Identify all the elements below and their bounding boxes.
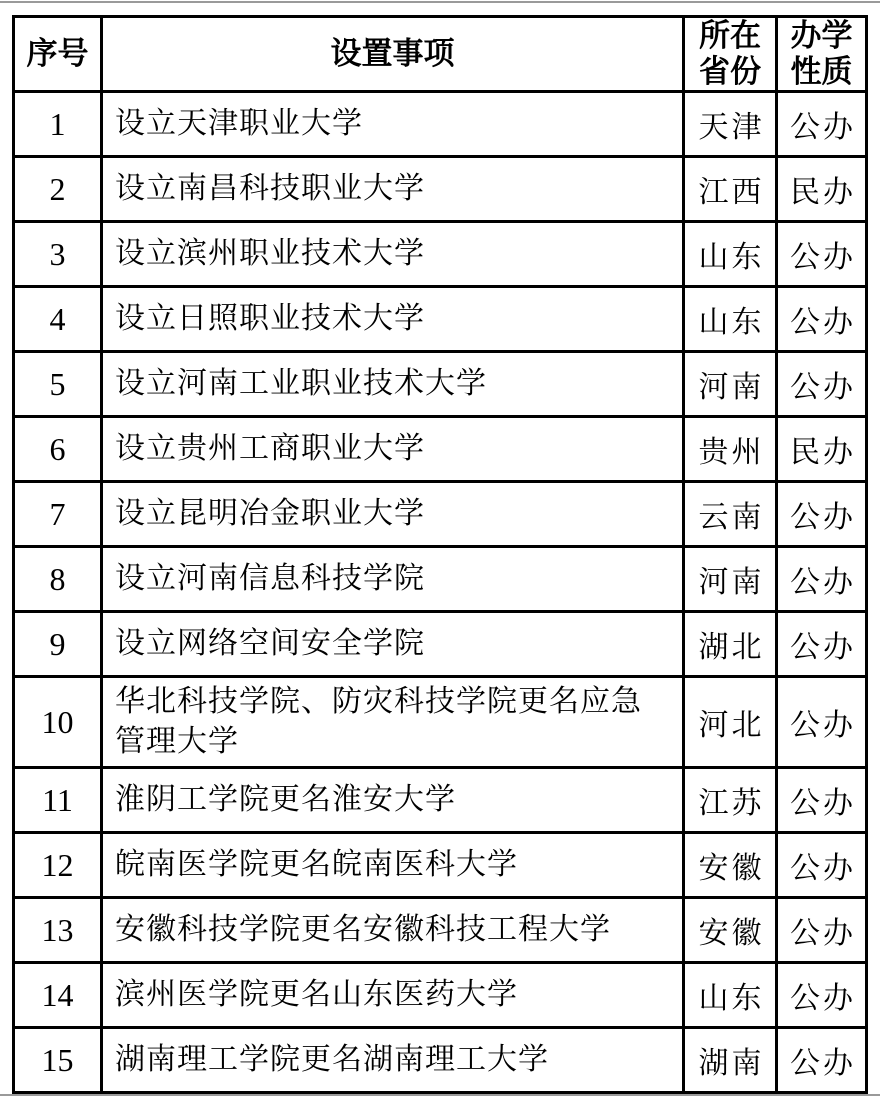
nature-cell: 民办: [777, 417, 867, 482]
province-cell: 河南: [684, 547, 777, 612]
province-cell: 安徽: [684, 898, 777, 963]
nature-cell: 公办: [777, 833, 867, 898]
row-index-cell: 5: [14, 352, 102, 417]
table-row: [14, 222, 867, 287]
item-cell: 皖南医学院更名皖南医科大学: [102, 833, 684, 898]
col-header-index-label: 序号: [26, 36, 89, 71]
row-index-cell: 7: [14, 482, 102, 547]
nature-cell: 公办: [777, 287, 867, 352]
nature-cell: 公办: [777, 677, 867, 768]
col-header-item: [102, 17, 684, 92]
table-row: [14, 287, 867, 352]
table-row: [14, 612, 867, 677]
nature-cell: 民办: [777, 157, 867, 222]
row-index-cell: 4: [14, 287, 102, 352]
item-cell: 安徽科技学院更名安徽科技工程大学: [102, 898, 684, 963]
table-row: [14, 482, 867, 547]
table-row: [14, 768, 867, 833]
col-header-nature: [777, 17, 867, 92]
header-row: [14, 17, 867, 92]
row-index-cell: 13: [14, 898, 102, 963]
nature-cell: 公办: [777, 222, 867, 287]
col-header-province-line2: 省份: [699, 54, 761, 89]
province-cell: 湖北: [684, 612, 777, 677]
nature-cell: 公办: [777, 1028, 867, 1093]
nature-cell: 公办: [777, 963, 867, 1028]
item-cell: 设立河南信息科技学院: [102, 547, 684, 612]
table-row: [14, 92, 867, 157]
province-cell: 湖南: [684, 1028, 777, 1093]
row-index-cell: 9: [14, 612, 102, 677]
table-row: [14, 1028, 867, 1093]
province-cell: 安徽: [684, 833, 777, 898]
table-row: [14, 417, 867, 482]
item-cell: 湖南理工学院更名湖南理工大学: [102, 1028, 684, 1093]
item-cell: 设立日照职业技术大学: [102, 287, 684, 352]
col-header-index: [14, 17, 102, 92]
table-row: [14, 677, 867, 768]
item-cell: 华北科技学院、防灾科技学院更名应急管理大学: [102, 677, 684, 768]
row-index-cell: 10: [14, 677, 102, 768]
col-header-province-line1: 所在: [699, 18, 761, 53]
row-index-cell: 3: [14, 222, 102, 287]
nature-cell: 公办: [777, 898, 867, 963]
item-cell: 设立天津职业大学: [102, 92, 684, 157]
row-index-cell: 1: [14, 92, 102, 157]
province-cell: 河北: [684, 677, 777, 768]
item-cell: 设立南昌科技职业大学: [102, 157, 684, 222]
row-index-cell: 2: [14, 157, 102, 222]
nature-cell: 公办: [777, 768, 867, 833]
nature-cell: 公办: [777, 92, 867, 157]
row-index-cell: 11: [14, 768, 102, 833]
item-cell: 设立贵州工商职业大学: [102, 417, 684, 482]
table-row: [14, 157, 867, 222]
nature-cell: 公办: [777, 482, 867, 547]
row-index-cell: 6: [14, 417, 102, 482]
province-cell: 山东: [684, 287, 777, 352]
table-row: [14, 352, 867, 417]
table-row: [14, 547, 867, 612]
nature-cell: 公办: [777, 547, 867, 612]
province-cell: 贵州: [684, 417, 777, 482]
table-row: [14, 963, 867, 1028]
table-row: [14, 833, 867, 898]
col-header-nature-line1: 办学: [790, 18, 853, 53]
row-index-cell: 8: [14, 547, 102, 612]
province-cell: 山东: [684, 963, 777, 1028]
col-header-item-label: 设置事项: [330, 36, 455, 71]
item-cell: 设立网络空间安全学院: [102, 612, 684, 677]
item-cell: 设立滨州职业技术大学: [102, 222, 684, 287]
page-bottom-rule: [0, 1094, 880, 1096]
province-cell: 河南: [684, 352, 777, 417]
nature-cell: 公办: [777, 352, 867, 417]
row-index-cell: 12: [14, 833, 102, 898]
item-cell: 设立河南工业职业技术大学: [102, 352, 684, 417]
row-index-cell: 14: [14, 963, 102, 1028]
nature-cell: 公办: [777, 612, 867, 677]
item-cell: 设立昆明冶金职业大学: [102, 482, 684, 547]
universities-table: [12, 15, 868, 1094]
province-cell: 江苏: [684, 768, 777, 833]
col-header-province: [684, 17, 777, 92]
province-cell: 江西: [684, 157, 777, 222]
page-top-rule: [0, 1, 880, 3]
row-index-cell: 15: [14, 1028, 102, 1093]
item-cell: 滨州医学院更名山东医药大学: [102, 963, 684, 1028]
province-cell: 山东: [684, 222, 777, 287]
table-row: [14, 898, 867, 963]
province-cell: 云南: [684, 482, 777, 547]
col-header-nature-line2: 性质: [790, 54, 853, 89]
province-cell: 天津: [684, 92, 777, 157]
item-cell: 淮阴工学院更名淮安大学: [102, 768, 684, 833]
